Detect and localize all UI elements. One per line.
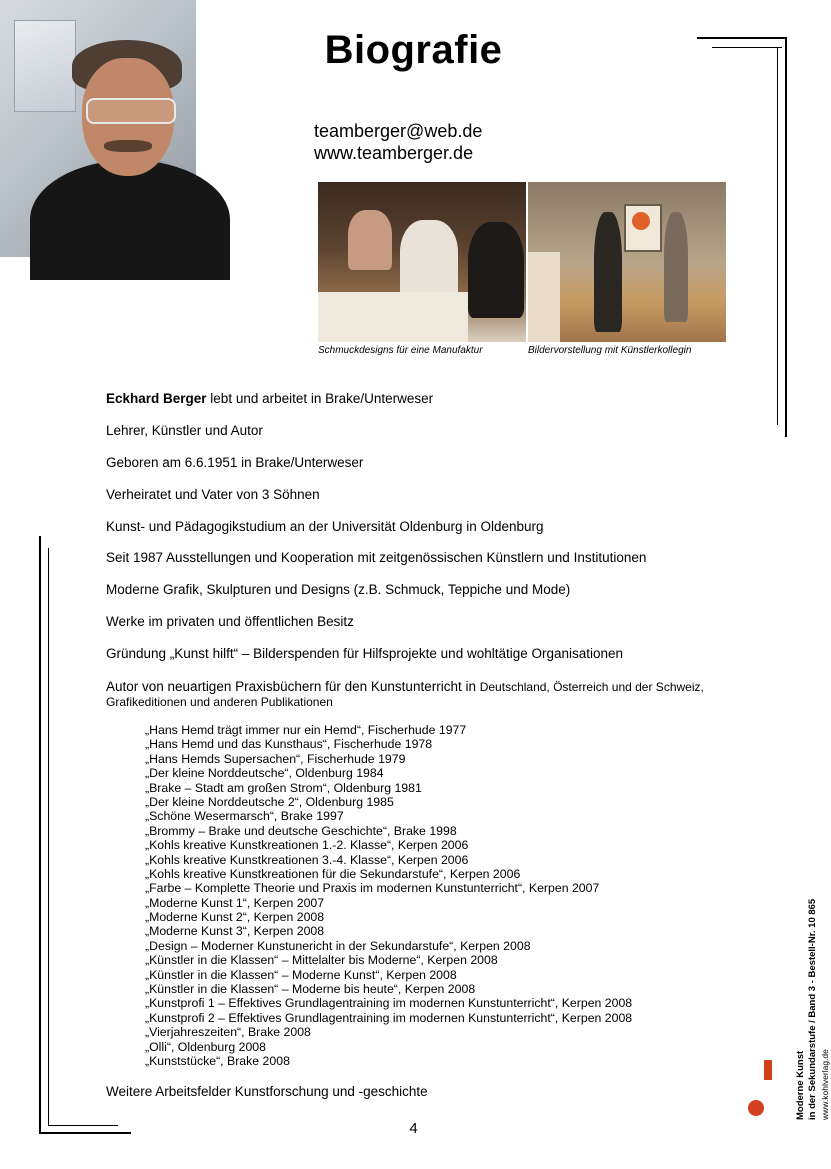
photo-person bbox=[400, 220, 458, 300]
publication-item: „Moderne Kunst 3“, Kerpen 2008 bbox=[145, 924, 325, 939]
photo-person bbox=[348, 210, 392, 270]
photo-painting-presentation bbox=[528, 182, 726, 342]
publication-item: „Kunstprofi 2 – Effektives Grundlagentraining im modernen Kunstunterricht“, Kerpen 2008 bbox=[145, 1010, 633, 1025]
photo-person bbox=[468, 222, 524, 318]
publisher-sidebar bbox=[795, 899, 831, 1120]
bio-intro bbox=[106, 391, 433, 406]
photo-table bbox=[318, 292, 468, 342]
author-name: Eckhard Berger bbox=[106, 391, 207, 406]
publication-list bbox=[145, 723, 632, 1068]
bio-author-line-2: Grafikeditionen und anderen Publikationen bbox=[106, 695, 333, 709]
bio-author-line bbox=[106, 679, 704, 694]
photo-person bbox=[594, 212, 622, 332]
photo-jewelry-design bbox=[318, 182, 526, 342]
bio-intro-text: lebt und arbeitet in Brake/Unterweser bbox=[206, 391, 434, 406]
publication-item: „Hans Hemd trägt immer nur ein Hemd“, Fischerhude 1977 bbox=[145, 723, 467, 737]
publication-item: „Der kleine Norddeutsche 2“, Oldenburg 1985 bbox=[145, 794, 394, 809]
publication-item: „Schöne Wesermarsch“, Brake 1997 bbox=[145, 809, 344, 824]
sidebar-series-info: in der Sekundarstufe / Band 3 - Bestell-Nr. 10 865 bbox=[807, 898, 818, 1120]
publication-item: „Kohls kreative Kunstkreationen 1.-2. Klasse“, Kerpen 2006 bbox=[145, 838, 469, 853]
publication-item: „Künstler in die Klassen“ – Moderne bis heute“, Kerpen 2008 bbox=[145, 982, 476, 997]
publication-item: „Hans Hemd und das Kunsthaus“, Fischerhude 1978 bbox=[145, 737, 433, 752]
bio-line: Kunst- und Pädagogikstudium an der Universität Oldenburg in Oldenburg bbox=[106, 519, 544, 534]
publication-item: „Kunstprofi 1 – Effektives Grundlagentraining im modernen Kunstunterricht“, Kerpen 2008 bbox=[145, 996, 633, 1011]
publication-item: „Kohls kreative Kunstkreationen für die Sekundarstufe“, Kerpen 2006 bbox=[145, 866, 521, 881]
publication-item: „Farbe – Komplette Theorie und Praxis im modernen Kunstunterricht“, Kerpen 2007 bbox=[145, 881, 600, 896]
photo-stairs bbox=[528, 252, 560, 342]
publisher-logo-mark-icon bbox=[764, 1060, 772, 1080]
bio-line: Geboren am 6.6.1951 in Brake/Unterweser bbox=[106, 455, 364, 470]
portrait-glasses bbox=[86, 98, 176, 124]
photo-caption-left: Schmuckdesigns für eine Manufaktur bbox=[318, 345, 483, 356]
bio-line: Gründung „Kunst hilft“ – Bilderspenden für Hilfsprojekte und wohltätige Organisationen bbox=[106, 646, 624, 661]
bio-line: Seit 1987 Ausstellungen und Kooperation mit zeitgenössischen Künstlern und Institutionen bbox=[106, 550, 647, 565]
publication-item: „Olli“, Oldenburg 2008 bbox=[145, 1039, 266, 1054]
page-number: 4 bbox=[409, 1120, 418, 1137]
frame-line bbox=[39, 536, 41, 1134]
publication-item: „Moderne Kunst 1“, Kerpen 2007 bbox=[145, 895, 325, 910]
photo-caption-right: Bildervorstellung mit Künstlerkollegin bbox=[528, 345, 692, 356]
sidebar-series-title: Moderne Kunst bbox=[795, 1050, 806, 1120]
photo-painting-flower bbox=[632, 212, 650, 230]
bio-line: Moderne Grafik, Skulpturen und Designs (z.B. Schmuck, Teppiche und Mode) bbox=[106, 582, 571, 597]
publication-item: „Vierjahreszeiten“, Brake 2008 bbox=[145, 1025, 311, 1040]
publication-item: „Design – Moderner Kunstunericht in der Sekundarstufe“, Kerpen 2008 bbox=[145, 938, 531, 953]
publisher-url[interactable]: www.kohlverlag.de bbox=[820, 1049, 830, 1120]
publication-item: „Hans Hemds Supersachen“, Fischerhude 1979 bbox=[145, 751, 406, 766]
frame-line bbox=[48, 548, 49, 1126]
photo-person bbox=[664, 212, 688, 322]
background-artwork bbox=[14, 20, 76, 112]
portrait-moustache bbox=[104, 140, 152, 152]
bio-line: Werke im privaten und öffentlichen Besitz bbox=[106, 614, 354, 629]
bio-closing: Weitere Arbeitsfelder Kunstforschung und -geschichte bbox=[106, 1084, 428, 1099]
publication-item: „Künstler in die Klassen“ – Moderne Kunst“, Kerpen 2008 bbox=[145, 967, 457, 982]
publication-item: „Der kleine Norddeutsche“, Oldenburg 1984 bbox=[145, 766, 384, 781]
publication-item: „Künstler in die Klassen“ – Mittelalter bis Moderne“, Kerpen 2008 bbox=[145, 953, 498, 968]
bio-line: Lehrer, Künstler und Autor bbox=[106, 423, 263, 438]
publication-item: „Brake – Stadt am großen Strom“, Oldenburg 1981 bbox=[145, 780, 422, 795]
author-countries: Deutschland, Österreich und der Schweiz, bbox=[479, 680, 704, 694]
publication-item: „Brommy – Brake und deutsche Geschichte“, Brake 1998 bbox=[145, 823, 457, 838]
publication-item: „Kunststücke“, Brake 2008 bbox=[145, 1053, 290, 1068]
author-text: Autor von neuartigen Praxisbüchern für den Kunstunterricht in bbox=[106, 679, 480, 694]
page-title: Biografie bbox=[324, 28, 503, 72]
frame-line bbox=[712, 47, 782, 48]
bio-line: Verheiratet und Vater von 3 Söhnen bbox=[106, 487, 320, 502]
frame-line bbox=[785, 37, 787, 437]
publication-item: „Moderne Kunst 2“, Kerpen 2008 bbox=[145, 910, 325, 925]
frame-line bbox=[697, 37, 787, 39]
website-link[interactable]: www.teamberger.de bbox=[314, 143, 474, 163]
portrait-body bbox=[30, 160, 230, 280]
publication-item: „Kohls kreative Kunstkreationen 3.-4. Klasse“, Kerpen 2006 bbox=[145, 852, 469, 867]
frame-line bbox=[777, 47, 778, 425]
publisher-logo-icon bbox=[748, 1100, 764, 1116]
email-link[interactable]: teamberger@web.de bbox=[314, 121, 483, 141]
